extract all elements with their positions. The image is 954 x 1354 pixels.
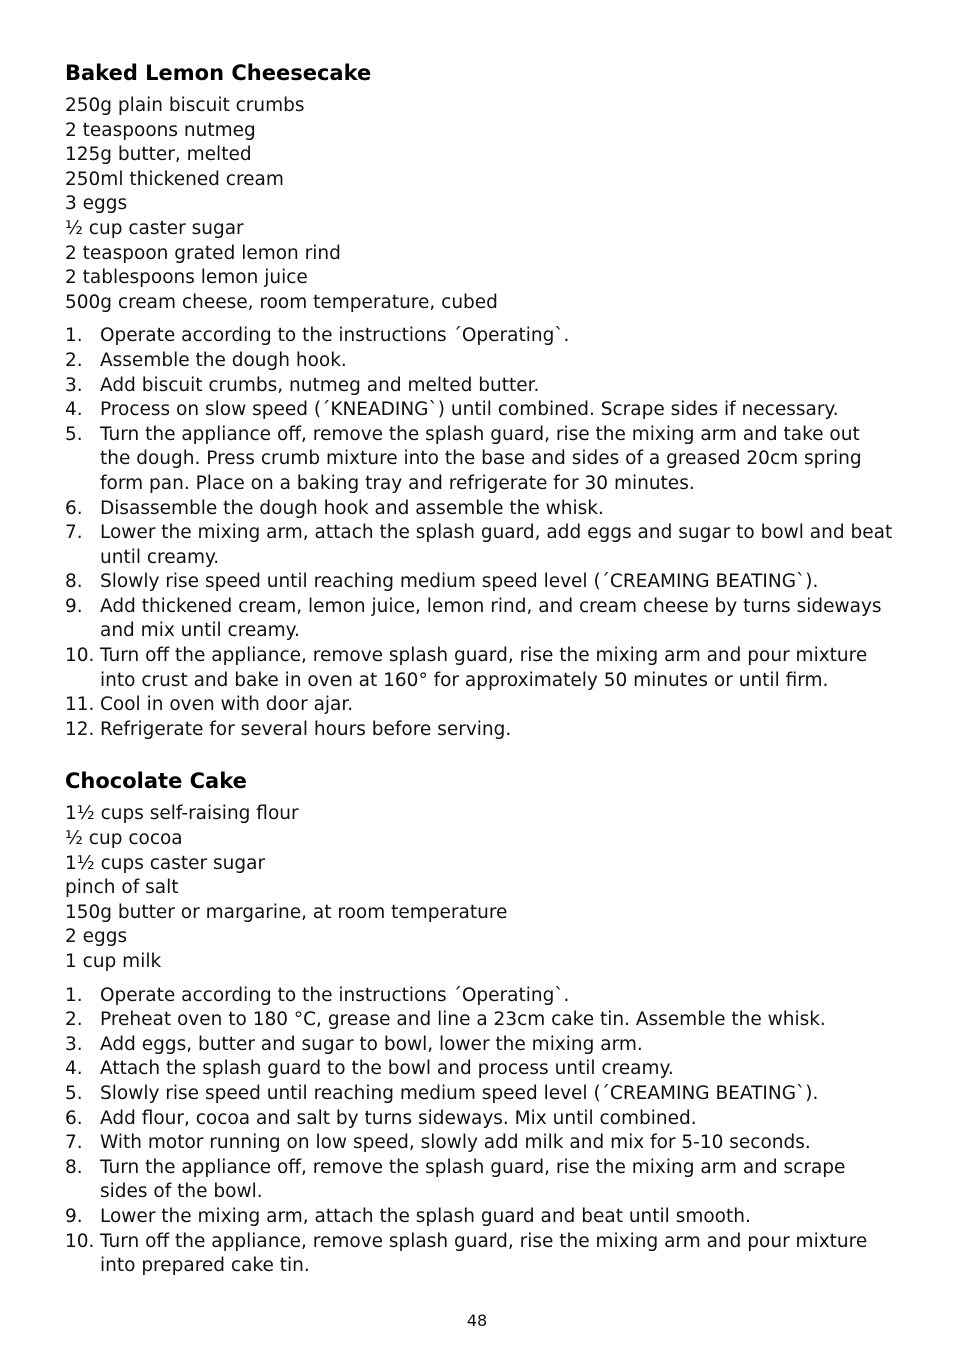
step-number: 11. bbox=[65, 694, 95, 716]
ingredient-item: 2 tablespoons lemon juice bbox=[65, 267, 308, 289]
step-item bbox=[65, 1230, 895, 1279]
step-number: 3. bbox=[65, 1033, 83, 1055]
ingredient-item: 125g butter, melted bbox=[65, 144, 252, 166]
step-number: 9. bbox=[65, 1205, 83, 1227]
step-number: 5. bbox=[65, 1082, 83, 1104]
step-text: Preheat oven to 180 °C, grease and line a 23cm cake tin. Assemble the whisk. bbox=[100, 1009, 826, 1031]
step-number: 4. bbox=[65, 399, 83, 421]
step-item bbox=[65, 374, 895, 399]
step-text: Turn off the appliance, remove splash guard, rise the mixing arm and pour mixture into crust and bake in oven at 160° for approximately 50 minutes or until firm. bbox=[100, 645, 868, 691]
step-number: 7. bbox=[65, 1132, 83, 1154]
step-text: Turn the appliance off, remove the splash guard, rise the mixing arm and scrape sides of the bowl. bbox=[100, 1156, 846, 1203]
step-number: 9. bbox=[65, 595, 83, 617]
step-text: Disassemble the dough hook and assemble the whisk. bbox=[100, 497, 604, 519]
ingredient-item: 1½ cups self-raising flour bbox=[65, 803, 299, 825]
step-number: 12. bbox=[65, 718, 95, 740]
step-item bbox=[65, 570, 895, 595]
step-text: Operate according to the instructions ´Operating`. bbox=[100, 325, 570, 347]
step-number: 5. bbox=[65, 423, 83, 445]
step-item bbox=[65, 1205, 895, 1230]
step-number: 8. bbox=[65, 1156, 83, 1178]
step-text: With motor running on low speed, slowly add milk and mix for 5-10 seconds. bbox=[100, 1132, 811, 1154]
ingredient-item: 2 teaspoons nutmeg bbox=[65, 119, 256, 141]
ingredient-item: 2 eggs bbox=[65, 926, 128, 948]
step-item bbox=[65, 693, 895, 718]
step-number: 10. bbox=[65, 645, 95, 667]
step-text: Cool in oven with door ajar. bbox=[100, 694, 354, 716]
step-item bbox=[65, 984, 895, 1009]
ingredient-list bbox=[65, 94, 895, 315]
step-number: 2. bbox=[65, 1009, 83, 1031]
step-item bbox=[65, 1033, 895, 1058]
ingredient-item: 150g butter or margarine, at room temperature bbox=[65, 901, 508, 923]
step-text: Slowly rise speed until reaching medium speed level (´CREAMING BEATING`). bbox=[100, 571, 819, 593]
step-text: Add thickened cream, lemon juice, lemon rind, and cream cheese by turns sideways and mix until creamy. bbox=[100, 595, 882, 642]
step-item bbox=[65, 349, 895, 374]
step-item bbox=[65, 1008, 895, 1033]
step-item bbox=[65, 1131, 895, 1156]
step-item bbox=[65, 423, 895, 497]
step-number: 7. bbox=[65, 522, 83, 544]
step-text: Turn the appliance off, remove the splash guard, rise the mixing arm and take out the dough. Press crumb mixture into the base and sides of a greased 20cm spring form pan. Place on a baking tray and refrigerate for 30 minutes. bbox=[100, 423, 862, 494]
recipe-lemon-cheesecake bbox=[65, 58, 895, 742]
step-text: Turn off the appliance, remove splash guard, rise the mixing arm and pour mixture into prepared cake tin. bbox=[100, 1230, 868, 1277]
step-text: Operate according to the instructions ´Operating`. bbox=[100, 984, 570, 1006]
ingredient-item: 1½ cups caster sugar bbox=[65, 852, 266, 874]
step-item bbox=[65, 1082, 895, 1107]
step-item bbox=[65, 1156, 895, 1205]
step-item bbox=[65, 497, 895, 522]
ingredient-item: 250g plain biscuit crumbs bbox=[65, 95, 305, 116]
step-number: 2. bbox=[65, 349, 83, 371]
step-number: 1. bbox=[65, 984, 83, 1006]
step-number: 1. bbox=[65, 325, 83, 347]
step-item bbox=[65, 398, 895, 423]
step-item bbox=[65, 521, 895, 570]
step-item bbox=[65, 1057, 895, 1082]
ingredient-item: 3 eggs bbox=[65, 193, 128, 215]
step-item bbox=[65, 718, 895, 743]
page-number: 48 bbox=[466, 1311, 488, 1330]
step-number: 6. bbox=[65, 1107, 83, 1129]
ingredient-item: ½ cup cocoa bbox=[65, 828, 183, 850]
recipe-title: Baked Lemon Cheesecake bbox=[65, 61, 372, 85]
step-text: Refrigerate for several hours before serving. bbox=[100, 718, 512, 740]
recipe-chocolate-cake bbox=[65, 766, 895, 1278]
step-text: Add eggs, butter and sugar to bowl, lower the mixing arm. bbox=[100, 1033, 643, 1055]
ingredient-item: ½ cup caster sugar bbox=[65, 217, 244, 239]
step-text: Lower the mixing arm, attach the splash guard and beat until smooth. bbox=[100, 1205, 751, 1227]
ingredient-item: 2 teaspoon grated lemon rind bbox=[65, 242, 341, 264]
ingredient-item: 1 cup milk bbox=[65, 951, 162, 972]
step-item bbox=[65, 1107, 895, 1132]
ingredient-list bbox=[65, 802, 895, 974]
document-page bbox=[65, 58, 895, 1279]
step-text: Lower the mixing arm, attach the splash guard, add eggs and sugar to bowl and beat until creamy. bbox=[100, 522, 893, 568]
step-item bbox=[65, 324, 895, 349]
step-number: 3. bbox=[65, 374, 83, 396]
step-text: Process on slow speed (´KNEADING`) until combined. Scrape sides if necessary. bbox=[100, 399, 839, 421]
step-number: 10. bbox=[65, 1230, 95, 1252]
step-list bbox=[65, 324, 895, 742]
step-list bbox=[65, 984, 895, 1279]
ingredient-item: 500g cream cheese, room temperature, cubed bbox=[65, 291, 498, 313]
step-number: 8. bbox=[65, 571, 83, 593]
step-text: Add biscuit crumbs, nutmeg and melted butter. bbox=[100, 374, 540, 396]
step-item bbox=[65, 644, 895, 693]
step-text: Assemble the dough hook. bbox=[100, 349, 347, 371]
step-number: 6. bbox=[65, 497, 83, 519]
step-number: 4. bbox=[65, 1058, 83, 1080]
recipe-title: Chocolate Cake bbox=[65, 769, 247, 794]
step-text: Slowly rise speed until reaching medium speed level (´CREAMING BEATING`). bbox=[100, 1082, 819, 1104]
ingredient-item: pinch of salt bbox=[65, 877, 179, 899]
step-text: Attach the splash guard to the bowl and process until creamy. bbox=[100, 1058, 674, 1080]
ingredient-item: 250ml thickened cream bbox=[65, 168, 284, 190]
step-text: Add flour, cocoa and salt by turns sideways. Mix until combined. bbox=[100, 1107, 697, 1129]
step-item bbox=[65, 595, 895, 644]
